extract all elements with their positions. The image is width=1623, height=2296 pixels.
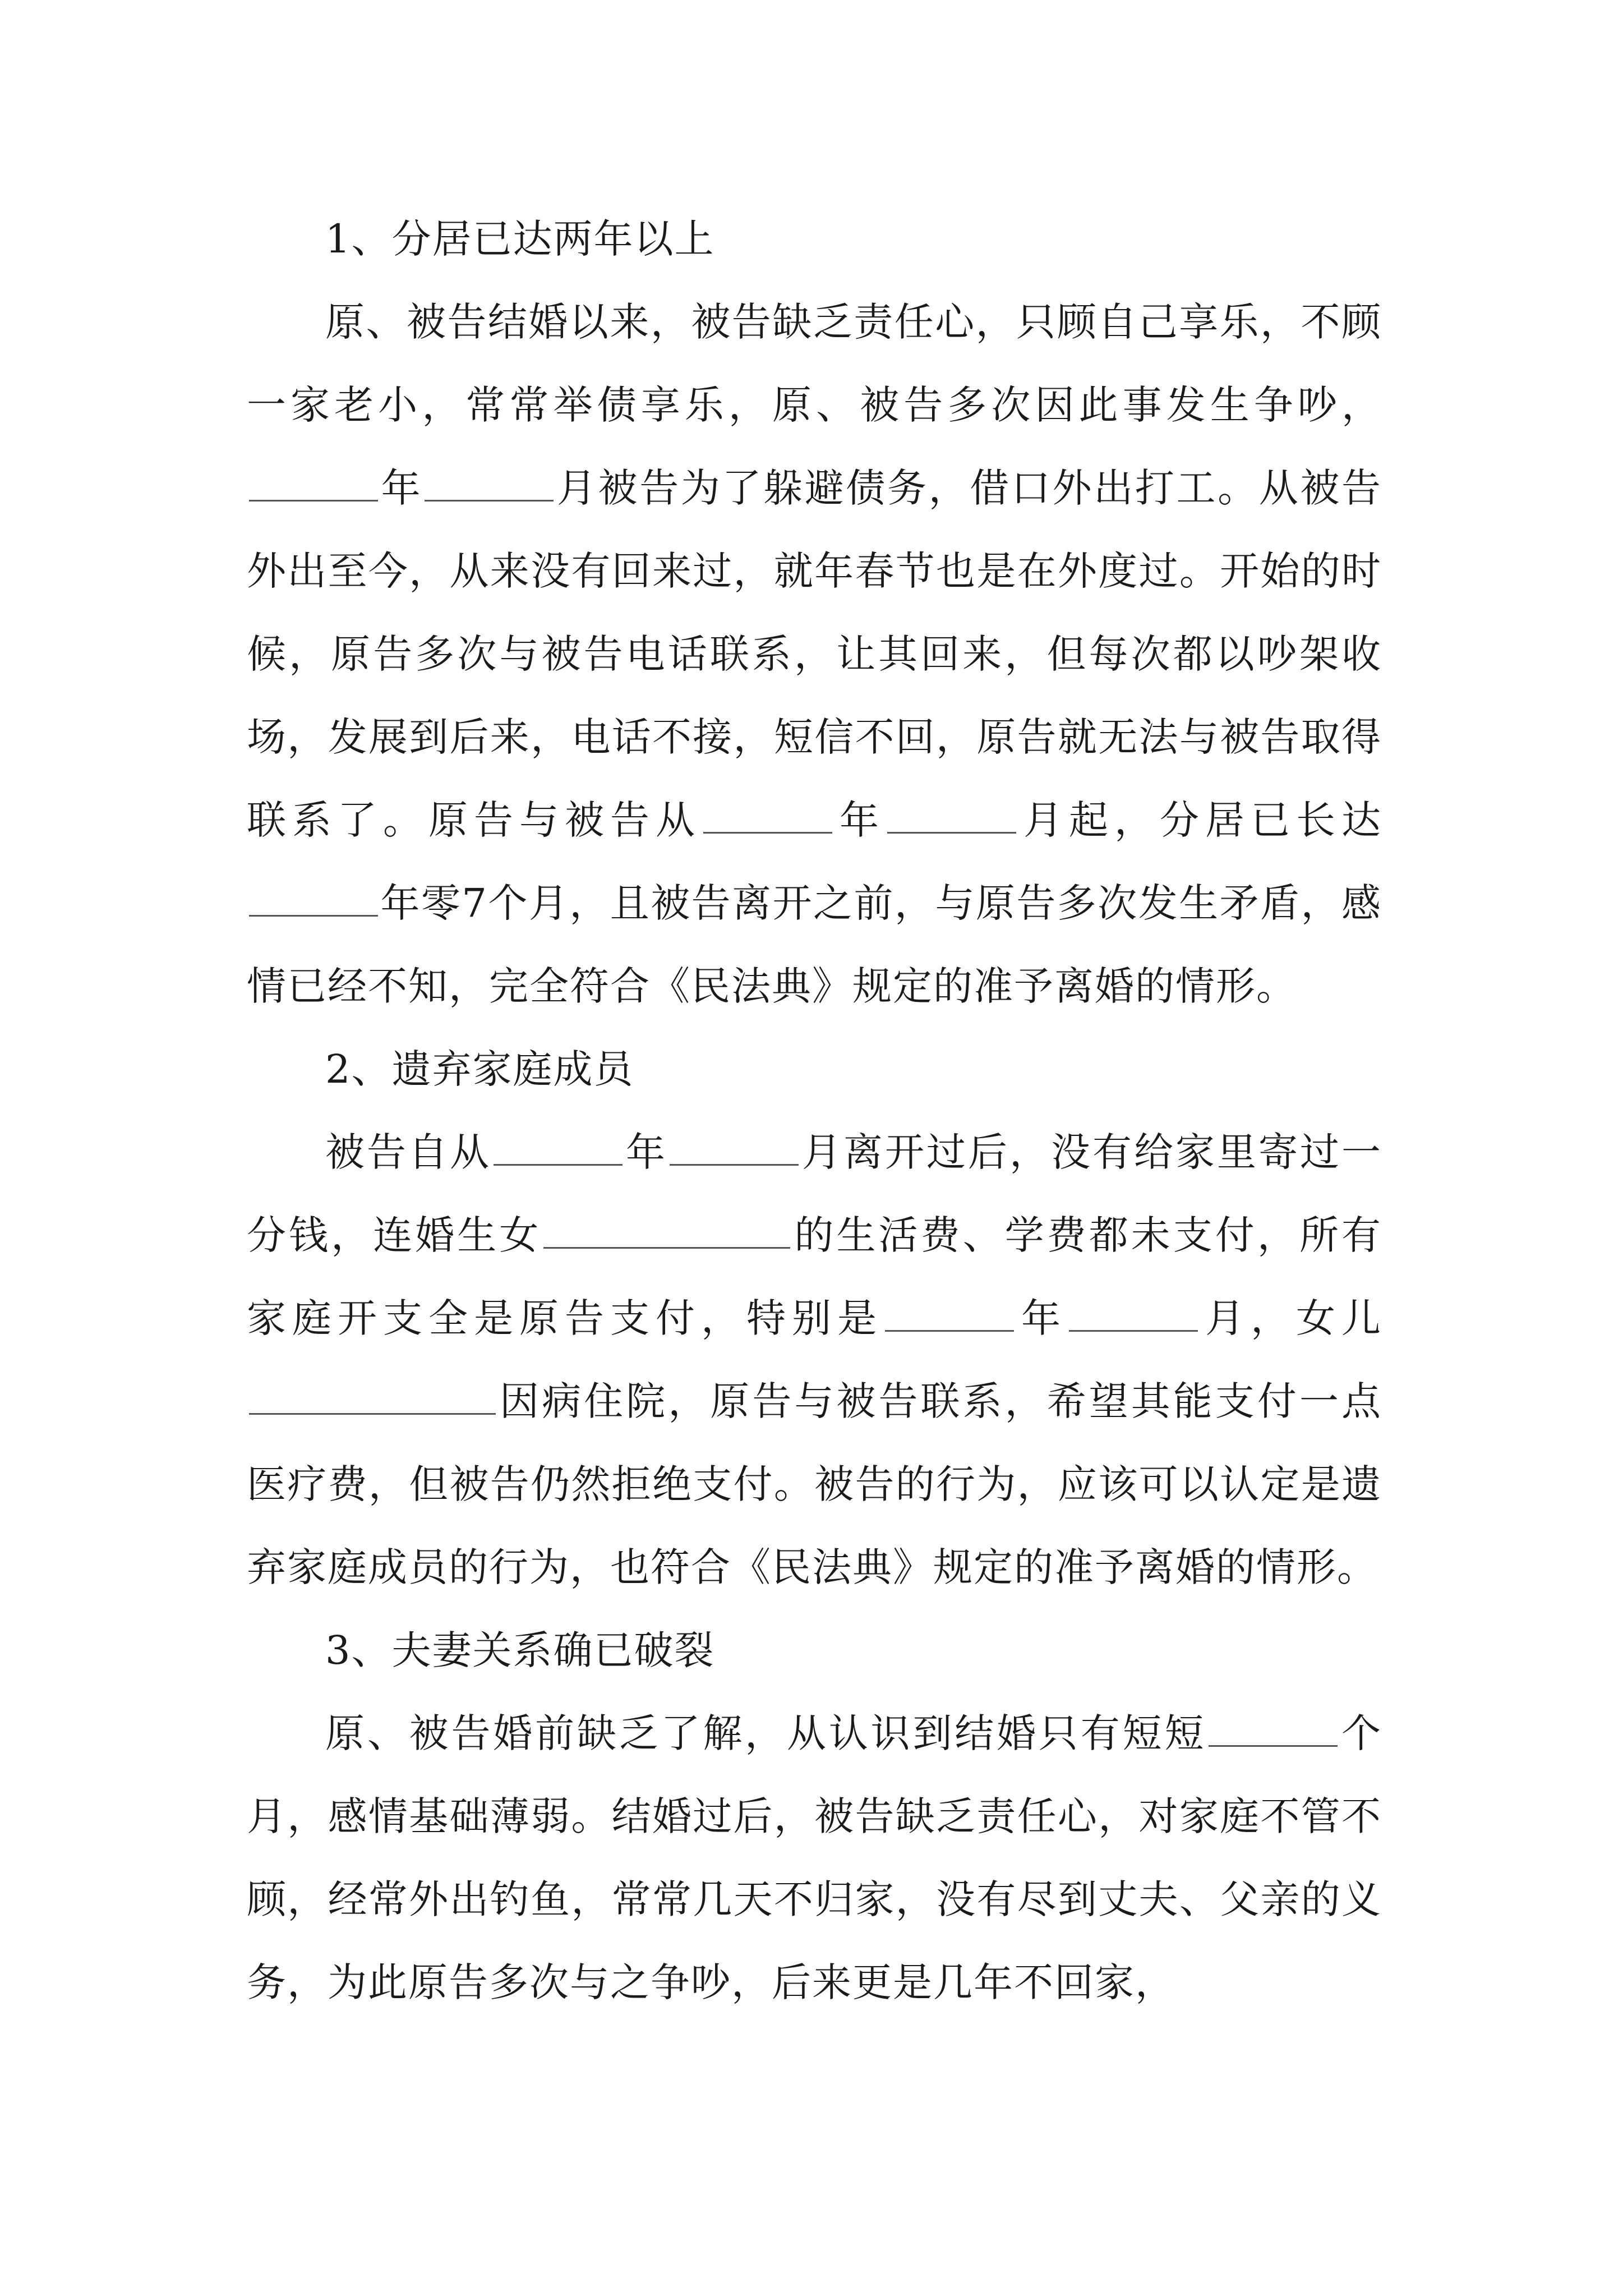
section-heading-1: 1、分居已达两年以上 xyxy=(325,216,715,262)
document-body xyxy=(247,197,1382,2024)
blank-month xyxy=(1069,1297,1198,1332)
section-paragraph-2: 被告自从 年 月离开过后，没有给家里寄过一分钱，连婚生女 的生活费、学费都未支付，所有家庭开支全是原告支付，特别是 年 月，女儿因病住院，原告与被告联系，希望其能支付一点医疗费，但被告仍然拒绝支付。被告的行为，应该可以认定是遗弃家庭成员的行为，也符合《民法典》规定的准予离婚的情形。 xyxy=(247,1129,1382,1590)
section-paragraph-3: 原、被告婚前缺乏了解，从认识到结婚只有短短 个月，感情基础薄弱。结婚过后，被告缺乏责任心，对家庭不管不顾，经常外出钓鱼，常常几天不归家，没有尽到丈夫、父亲的义务，为此原告多次与之争吵，后来更是几年不回家， xyxy=(247,1710,1382,2005)
blank-year xyxy=(885,1297,1014,1332)
section-heading-3: 3、夫妻关系确已破裂 xyxy=(325,1627,715,1673)
blank-year xyxy=(249,467,378,501)
blank-year xyxy=(703,799,832,834)
blank-months-count xyxy=(1209,1713,1338,1747)
blank-month xyxy=(425,467,554,501)
blank-daughter-name xyxy=(249,1381,496,1415)
blank-daughter-name xyxy=(543,1214,790,1249)
blank-month xyxy=(670,1131,799,1166)
blank-month xyxy=(887,799,1016,834)
section-paragraph-1: 原、被告结婚以来，被告缺乏责任心，只顾自己享乐，不顾一家老小，常常举债享乐，原、被告多次因此事发生争吵，年 月被告为了躲避债务，借口外出打工。从被告外出至今，从来没有回来过，就年春节也是在外度过。开始的时候，原告多次与被告电话联系，让其回来，但每次都以吵架收场，发展到后来，电话不接，短信不回，原告就无法与被告取得联系了。原告与被告从 年 月起，分居已长达年零7个月，且被告离开之前，与原告多次发生矛盾，感情已经不知，完全符合《民法典》规定的准予离婚的情形。 xyxy=(247,299,1382,1009)
blank-duration xyxy=(249,882,378,917)
section-heading-2: 2、遗弃家庭成员 xyxy=(325,1046,634,1092)
blank-year xyxy=(494,1131,623,1166)
